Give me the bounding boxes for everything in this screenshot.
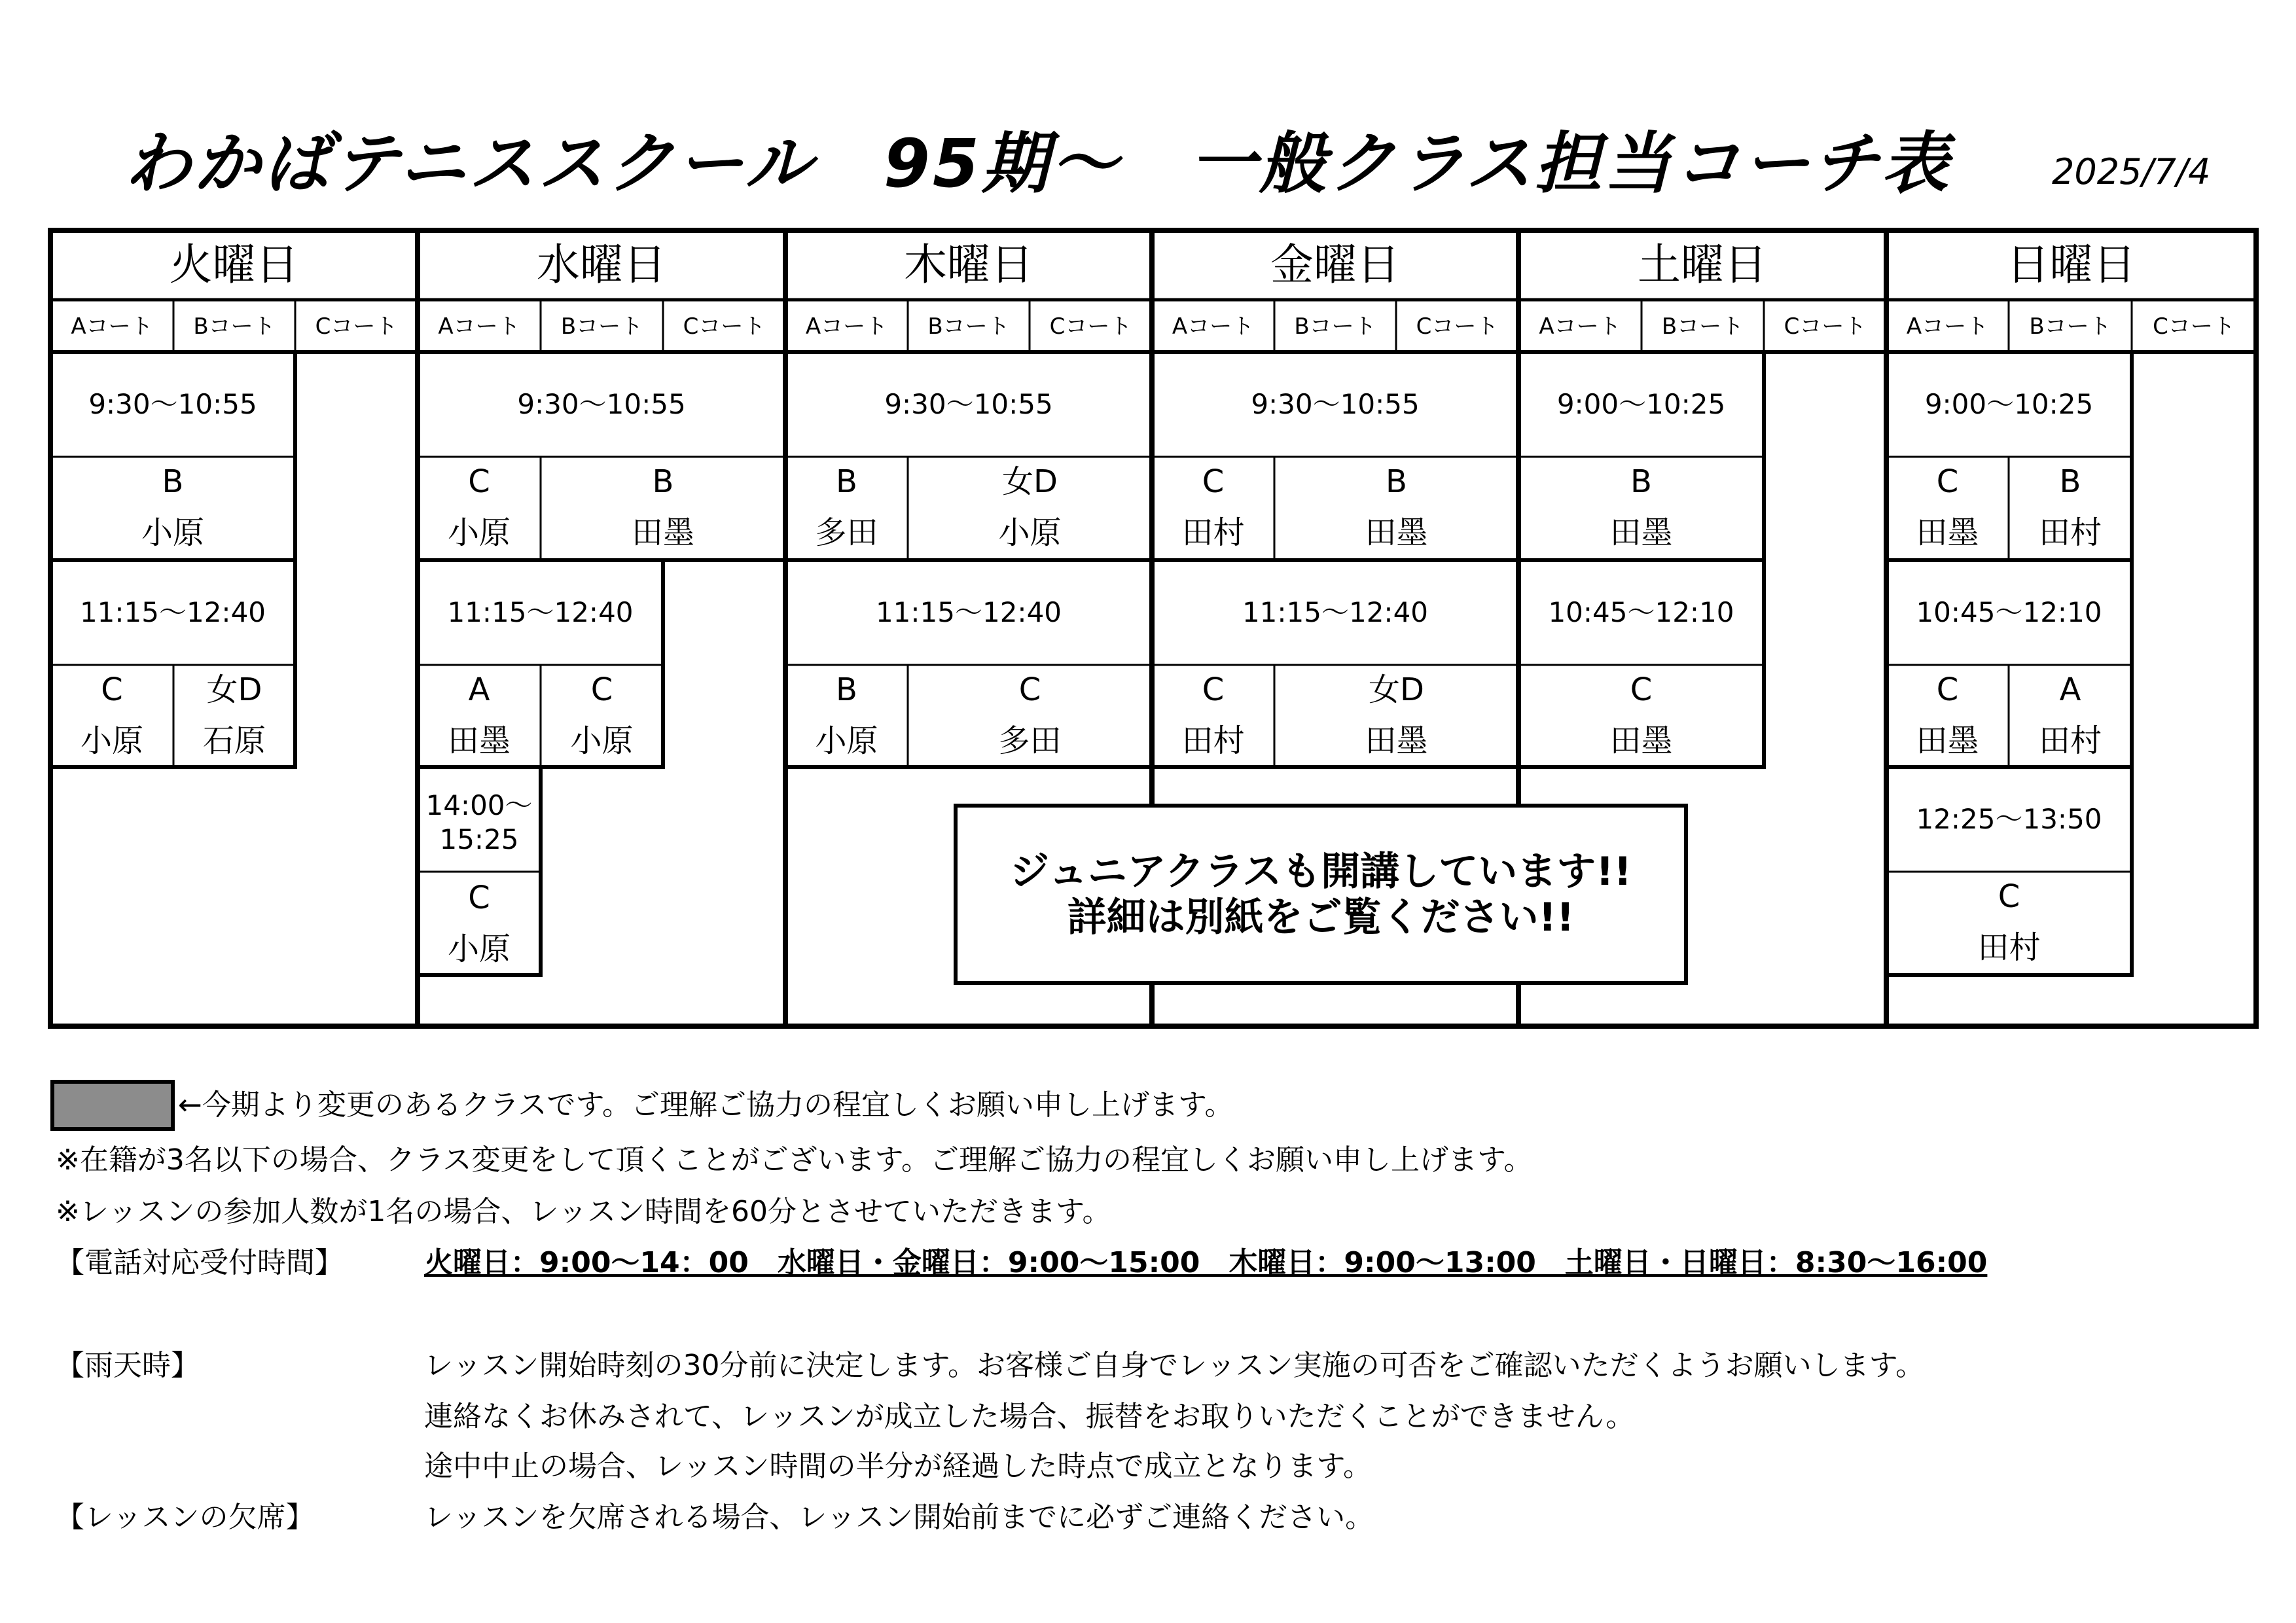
absence-note: レッスンを欠席される場合、レッスン開始前までに必ずご連絡ください。 <box>424 1501 1374 1534</box>
court-label: Cコート <box>683 313 766 340</box>
phone-hours: 火曜日：9:00～14：00 水曜日・金曜日：9:00～15:00 木曜日：9:00～13:00 土曜日・日曜日：8:30～16:00 <box>424 1246 1988 1279</box>
time-slot: 11:15～12:40 <box>447 596 634 628</box>
court-label: Aコート <box>805 313 888 340</box>
class-level: C <box>468 880 490 916</box>
court-label: Bコート <box>560 313 643 340</box>
junior-class-notice <box>954 804 1688 985</box>
court-label: Aコート <box>71 313 153 340</box>
junior-notice-line2: 詳細は別紙をご覧ください!! <box>1067 894 1575 940</box>
class-level: A <box>468 671 490 708</box>
court-label: Bコート <box>1661 313 1744 340</box>
class-level: B <box>652 463 674 500</box>
court-label: Cコート <box>315 313 398 340</box>
page-title: わかばテニススクール 95期～ 一般クラス担当コーチ表 <box>124 125 1951 203</box>
court-label: Cコート <box>1049 313 1132 340</box>
class-level: C <box>590 671 613 708</box>
court-label: Bコート <box>193 313 276 340</box>
class-level: B <box>2059 463 2081 500</box>
coach-name: 田墨 <box>1365 722 1428 759</box>
class-level: C <box>1018 671 1041 708</box>
court-label: Aコート <box>1539 313 1621 340</box>
time-slot: 9:30～10:55 <box>1251 388 1420 420</box>
coach-name: 小原 <box>998 514 1062 551</box>
class-level: 女D <box>1369 671 1424 708</box>
coach-name: 田村 <box>1977 929 2041 966</box>
note-single-participant: ※レッスンの参加人数が1名の場合、レッスン時間を60分とさせていただきます。 <box>56 1195 1111 1228</box>
day-header-tue: 火曜日 <box>169 240 299 290</box>
day-header-sun: 日曜日 <box>2006 240 2136 290</box>
class-level: C <box>101 671 123 708</box>
coach-name: 田墨 <box>1916 722 1979 759</box>
court-label: Cコート <box>2153 313 2235 340</box>
day-header-wed: 水曜日 <box>537 240 666 290</box>
class-level: B <box>162 463 184 500</box>
class-level: C <box>1202 463 1225 500</box>
coach-name: 石原 <box>202 722 266 759</box>
rain-label: 【雨天時】 <box>56 1349 200 1382</box>
coach-name: 小原 <box>141 514 204 551</box>
court-label: Cコート <box>1416 313 1499 340</box>
day-header-sat: 土曜日 <box>1638 240 1767 290</box>
time-slot: 10:45～12:10 <box>1548 596 1734 628</box>
time-slot: 10:45～12:10 <box>1916 596 2102 628</box>
junior-notice-line1: ジュニアクラスも開講しています!! <box>1010 848 1632 895</box>
coach-name: 小原 <box>815 722 878 759</box>
coach-name: 田村 <box>1181 514 1245 551</box>
time-slot: 14:00～ <box>425 789 533 821</box>
time-slot: 9:30～10:55 <box>517 388 686 420</box>
time-slot: 9:00～10:25 <box>1924 388 2094 420</box>
class-level: C <box>1936 671 1959 708</box>
court-label: Aコート <box>1172 313 1255 340</box>
legend-text: ←今期より変更のあるクラスです。ご理解ご協力の程宜しくお願い申し上げます。 <box>178 1088 1234 1122</box>
class-level: A <box>2059 671 2081 708</box>
coach-name: 田村 <box>2038 722 2102 759</box>
court-label: Bコート <box>1294 313 1376 340</box>
coach-name: 田墨 <box>1365 514 1428 551</box>
coach-name: 田墨 <box>1916 514 1979 551</box>
class-level: C <box>1998 878 2020 915</box>
rain-note-2: 連絡なくお休みされて、レッスンが成立した場合、振替をお取りいただくことができません。 <box>424 1400 1635 1433</box>
coach-name: 多田 <box>998 722 1062 759</box>
time-slot: 9:00～10:25 <box>1556 388 1726 420</box>
coach-name: 田村 <box>1181 722 1245 759</box>
rain-note-3: 途中中止の場合、レッスン時間の半分が経過した時点で成立となります。 <box>424 1450 1372 1483</box>
class-level: C <box>1630 671 1653 708</box>
time-slot: 12:25～13:50 <box>1916 803 2102 835</box>
time-slot-end: 15:25 <box>439 823 519 855</box>
coach-name: 小原 <box>447 514 511 551</box>
coach-name: 田村 <box>2038 514 2102 551</box>
class-level: B <box>836 463 857 500</box>
class-level: B <box>1386 463 1407 500</box>
class-level: 女D <box>206 671 262 708</box>
coach-name: 田墨 <box>1609 722 1673 759</box>
rain-note-1: レッスン開始時刻の30分前に決定します。お客様ご自身でレッスン実施の可否をご確認いただくようお願いします。 <box>424 1349 1925 1382</box>
coach-name: 小原 <box>80 722 143 759</box>
absence-label: 【レッスンの欠席】 <box>56 1501 315 1534</box>
time-slot: 11:15～12:40 <box>79 596 266 628</box>
day-header-thu: 木曜日 <box>904 240 1033 290</box>
class-level: C <box>1936 463 1959 500</box>
class-level: B <box>836 671 857 708</box>
time-slot: 11:15～12:40 <box>875 596 1062 628</box>
time-slot: 11:15～12:40 <box>1242 596 1429 628</box>
court-label: Cコート <box>1784 313 1867 340</box>
class-level: 女D <box>1002 463 1058 500</box>
class-level: C <box>1202 671 1225 708</box>
time-slot: 9:30～10:55 <box>884 388 1053 420</box>
time-slot: 9:30～10:55 <box>88 388 257 420</box>
court-label: Aコート <box>438 313 520 340</box>
coach-name: 多田 <box>815 514 878 551</box>
class-level: B <box>1630 463 1652 500</box>
note-enrollment: ※在籍が3名以下の場合、クラス変更をして頂くことがございます。ご理解ご協力の程宜しくお願い申し上げます。 <box>56 1143 1533 1177</box>
issue-date: 2025/7/4 <box>2052 151 2211 192</box>
court-label: Aコート <box>1906 313 1989 340</box>
phone-hours-label: 【電話対応受付時間】 <box>56 1246 344 1279</box>
coach-name: 小原 <box>570 722 634 759</box>
coach-name: 小原 <box>447 931 511 967</box>
class-level: C <box>468 463 490 500</box>
day-header-fri: 金曜日 <box>1270 240 1400 290</box>
changed-class-legend-swatch <box>50 1080 175 1131</box>
coach-name: 田墨 <box>1609 514 1673 551</box>
coach-name: 田墨 <box>631 514 694 551</box>
court-label: Bコート <box>927 313 1010 340</box>
coach-name: 田墨 <box>447 722 511 759</box>
court-label: Bコート <box>2029 313 2111 340</box>
